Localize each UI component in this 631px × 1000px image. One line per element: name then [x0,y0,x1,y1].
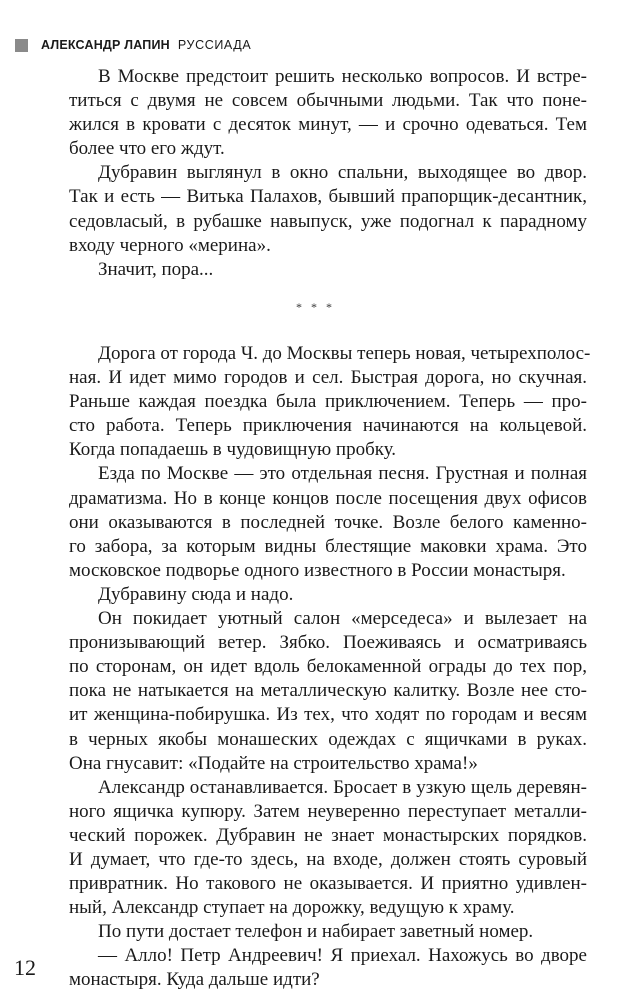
text-line: Дубравин выглянул в окно спальни, выходящее во двор. [98,162,587,184]
text-line: титься с двумя не совсем обычными людьми. Так что поне- [69,90,587,112]
text-line: по сторонам, он идет вдоль белокаменной ограды до тех пор, [69,656,587,678]
text-line: ная. И идет мимо городов и сел. Быстрая дорога, но скучная. [69,367,587,389]
header-marker-square [15,39,28,52]
header-book-title: РУССИАДА [177,38,252,52]
section-break: * * * [296,300,335,314]
text-line: Значит, пора... [98,258,214,280]
text-line: — Алло! Петр Андреевич! Я приехал. Нахожусь во дворе [98,945,587,967]
text-line: Раньше каждая поездка была приключением. Теперь — про- [69,391,587,413]
text-line: Дорога от города Ч. до Москвы теперь новая, четырехполос- [98,343,591,364]
text-line: пока не натыкается на металлическую калитку. Возле нее сто- [69,680,587,702]
text-line: ный, Александр ступает на дорожку, ведущую к храму. [69,897,515,919]
text-block-1 [69,65,587,282]
text-line: Так и есть — Витька Палахов, бывший прапорщик-десантник, [69,186,587,208]
text-line: Она гнусавит: «Подайте на строительство храма!» [69,752,478,774]
text-line: Александр останавливается. Бросает в узкую щель деревян- [98,776,587,798]
text-line: ческий порожек. Дубравин не знает монастырских порядков. [69,824,587,846]
text-line: По пути достает телефон и набирает заветный номер. [98,921,534,943]
text-line: Когда попадаешь в чудовищную пробку. [69,439,397,461]
text-block-2 [69,342,591,993]
text-line: Дубравину сюда и надо. [98,583,294,605]
text-line: привратник. Но такового не оказывается. И приятно удивлен- [69,873,587,895]
running-header [15,37,251,53]
text-line: жился в кровати с десяток минут, — и срочно одеваться. Тем [69,114,587,136]
text-line: драматизма. Но в конце концов после посещения двух офисов [69,487,587,509]
text-line: ит женщина-побирушка. Из тех, что ходят по городам и весям [69,704,587,726]
text-line: И думает, что где-то здесь, на входе, должен стоять суровый [69,848,587,870]
text-line: входу черного «мерина». [69,234,271,256]
text-line: они оказываются в последней точке. Возле белого каменно- [69,511,587,533]
text-line: Езда по Москве — это отдельная песня. Грустная и полная [98,463,587,485]
text-line: монастыря. Куда дальше идти? [69,969,320,991]
text-line: Он покидает уютный салон «мерседеса» и вылезает на [98,608,587,630]
text-line: в черных якобы монашеских одеждах с ящичками в руках. [69,728,587,750]
page-number: 12 [14,955,36,980]
text-line: пронизывающий ветер. Зябко. Поеживаясь и осматриваясь [69,632,587,654]
text-line: московское подворье одного известного в России монастыря. [69,559,566,581]
text-line: седовласый, в рубашке навыпуск, уже подогнал к парадному [69,210,587,232]
text-line: сто работа. Теперь приключения начинаются на кольцевой. [69,415,587,437]
text-line: ного ящичка купюру. Затем неуверенно переступает металли- [69,800,587,822]
header-author: АЛЕКСАНДР ЛАПИН [41,38,170,52]
text-line: го забора, за которым видны блестящие маковки храма. Это [69,535,587,557]
text-line: более что его ждут. [69,138,225,160]
text-line: В Москве предстоит решить несколько вопросов. И встре- [98,66,587,87]
